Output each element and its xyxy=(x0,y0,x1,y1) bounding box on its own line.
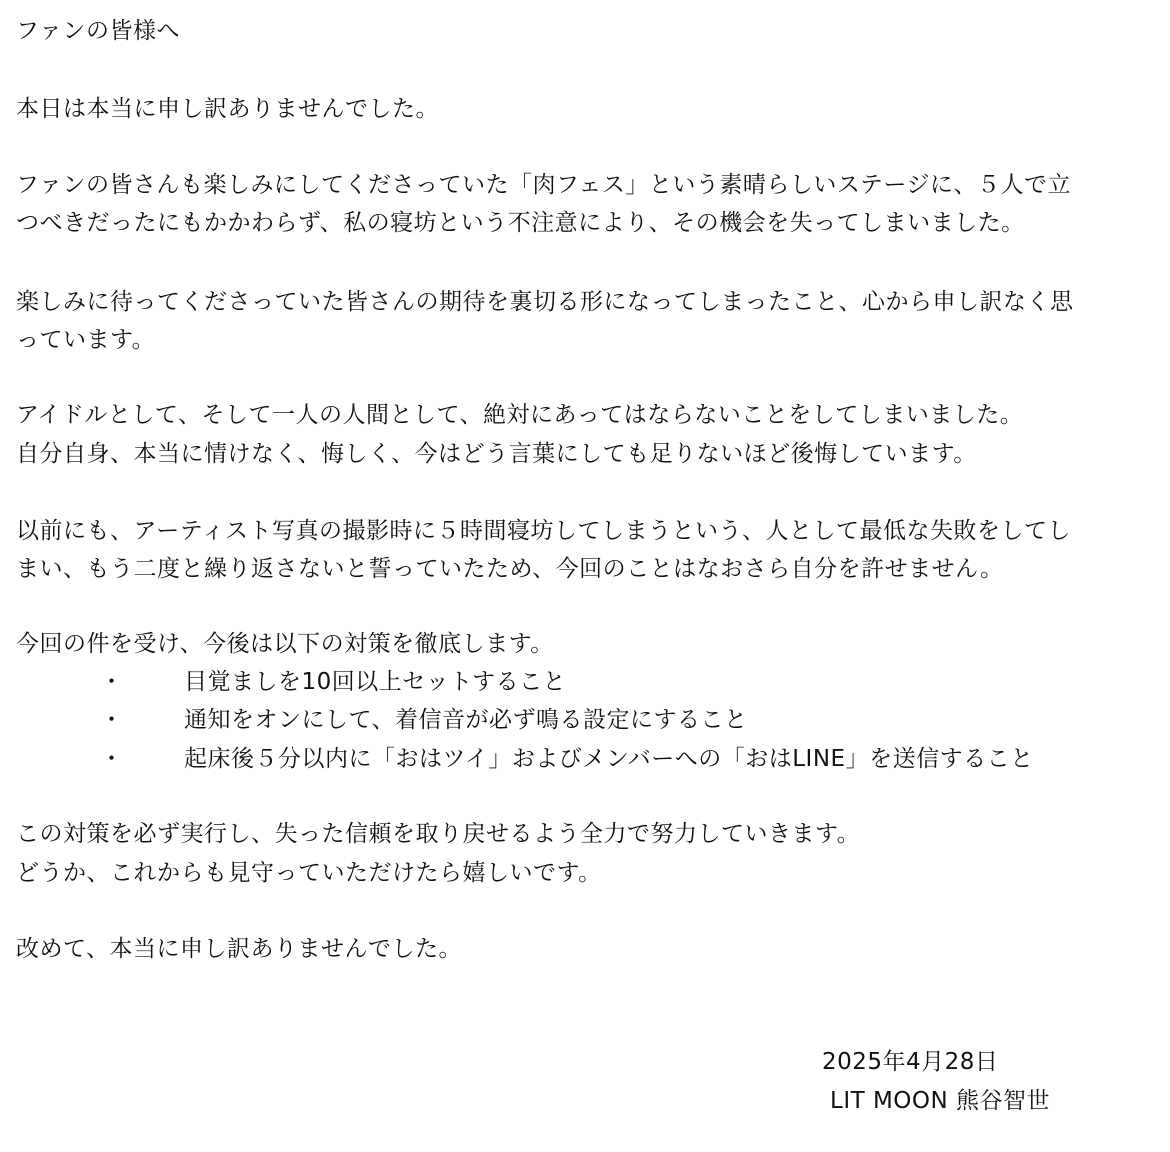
paragraph-6: 今回の件を受け、今後は以下の対策を徹底します。 xyxy=(16,631,554,657)
bullet-marker: ・ xyxy=(100,669,124,695)
signature: LIT MOON 熊谷智世 xyxy=(830,1088,1051,1114)
list-item-text: 起床後５分以内に「おはツイ」およびメンバーへの「おはLINE」を送信すること xyxy=(184,746,1034,772)
date: 2025年4月28日 xyxy=(822,1049,999,1075)
bullet-marker: ・ xyxy=(100,746,124,772)
paragraph-2-line-1: ファンの皆さんも楽しみにしてくださっていた「肉フェス」という素晴らしいステージに、５人で立 xyxy=(16,172,1071,198)
paragraph-5-line-2: まい、もう二度と繰り返さないと誓っていたため、今回のことはなおさら自分を許せません。 xyxy=(16,556,1004,582)
list-item-text: 目覚ましを10回以上セットすること xyxy=(184,669,567,695)
salutation: ファンの皆様へ xyxy=(16,18,181,44)
paragraph-7-line-1: この対策を必ず実行し、失った信頼を取り戻せるよう全力で努力していきます。 xyxy=(16,821,861,847)
paragraph-3-line-2: っています。 xyxy=(16,327,156,353)
bullet-marker: ・ xyxy=(100,707,124,733)
list-item-text: 通知をオンにして、着信音が必ず鳴る設定にすること xyxy=(184,707,748,733)
paragraph-7-line-2: どうか、これからも見守っていただけたら嬉しいです。 xyxy=(16,860,602,886)
paragraph-4-line-2: 自分自身、本当に情けなく、悔しく、今はどう言葉にしても足りないほど後悔しています。 xyxy=(16,441,977,467)
paragraph-2-line-2: つべきだったにもかかわらず、私の寝坊という不注意により、その機会を失ってしまいました。 xyxy=(16,210,1025,236)
paragraph-4-line-1: アイドルとして、そして一人の人間として、絶対にあってはならないことをしてしまいました。 xyxy=(16,402,1024,428)
paragraph-3-line-1: 楽しみに待ってくださっていた皆さんの期待を裏切る形になってしまったこと、心から申し訳なく思 xyxy=(16,289,1074,315)
paragraph-8: 改めて、本当に申し訳ありませんでした。 xyxy=(16,936,463,962)
paragraph-1: 本日は本当に申し訳ありませんでした。 xyxy=(16,96,439,122)
paragraph-5-line-1: 以前にも、アーティスト写真の撮影時に５時間寝坊してしまうという、人として最低な失敗をしてし xyxy=(16,518,1071,544)
